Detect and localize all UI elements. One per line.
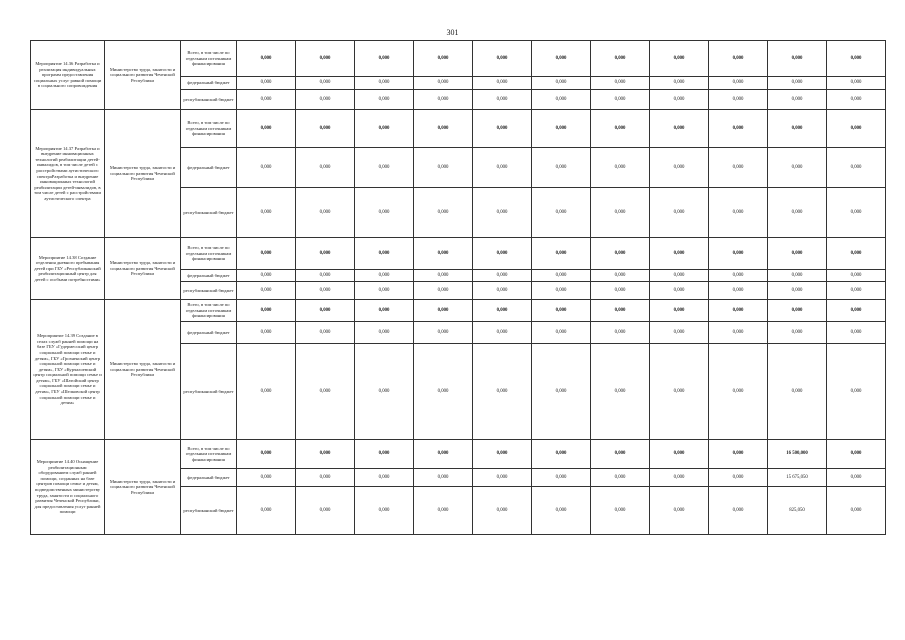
value-cell: 0,000: [237, 487, 296, 535]
value-cell: 0,000: [591, 300, 650, 322]
value-cell: 0,000: [591, 487, 650, 535]
value-cell: 0,000: [591, 282, 650, 300]
value-cell: 0,000: [709, 90, 768, 110]
table-row: [31, 41, 886, 77]
value-cell: 0,000: [768, 282, 827, 300]
value-cell: 0,000: [355, 90, 414, 110]
value-cell: 0,000: [650, 110, 709, 148]
value-cell: 0,000: [296, 90, 355, 110]
value-cell: 0,000: [473, 188, 532, 238]
funding-source: Всего, в том числе по отдельным источникам финансирования: [181, 300, 237, 322]
funding-source: федеральный бюджет: [181, 270, 237, 282]
value-cell: 0,000: [650, 440, 709, 469]
value-cell: 0,000: [827, 148, 886, 188]
value-cell: 0,000: [650, 322, 709, 344]
value-cell: 0,000: [414, 41, 473, 77]
funding-source: федеральный бюджет: [181, 469, 237, 487]
value-cell: 0,000: [768, 238, 827, 270]
value-cell: 0,000: [650, 469, 709, 487]
value-cell: 0,000: [296, 282, 355, 300]
value-cell: 0,000: [237, 322, 296, 344]
value-cell: 0,000: [591, 469, 650, 487]
value-cell: 0,000: [237, 148, 296, 188]
value-cell: 0,000: [827, 270, 886, 282]
value-cell: 0,000: [355, 148, 414, 188]
value-cell: 0,000: [532, 322, 591, 344]
value-cell: 0,000: [827, 469, 886, 487]
value-cell: 0,000: [473, 238, 532, 270]
value-cell: 0,000: [768, 41, 827, 77]
value-cell: 0,000: [768, 148, 827, 188]
value-cell: 0,000: [709, 41, 768, 77]
value-cell: 0,000: [532, 148, 591, 188]
value-cell: 0,000: [827, 77, 886, 90]
value-cell: 0,000: [591, 77, 650, 90]
value-cell: 0,000: [827, 90, 886, 110]
value-cell: 0,000: [355, 440, 414, 469]
value-cell: 0,000: [827, 300, 886, 322]
value-cell: 0,000: [355, 344, 414, 440]
value-cell: 0,000: [296, 41, 355, 77]
value-cell: 15 675,050: [768, 469, 827, 487]
executor-name: Министерство труда, занятости и социального развития Чеченской Республики: [105, 238, 181, 300]
value-cell: 0,000: [768, 188, 827, 238]
value-cell: 0,000: [414, 238, 473, 270]
table-row: [31, 238, 886, 270]
value-cell: 0,000: [532, 487, 591, 535]
executor-name: Министерство труда, занятости и социального развития Чеченской Республики: [105, 300, 181, 440]
value-cell: 0,000: [414, 77, 473, 90]
value-cell: 0,000: [709, 282, 768, 300]
value-cell: 0,000: [709, 110, 768, 148]
value-cell: 0,000: [355, 77, 414, 90]
value-cell: 0,000: [237, 344, 296, 440]
value-cell: 0,000: [532, 41, 591, 77]
value-cell: 0,000: [591, 270, 650, 282]
value-cell: 0,000: [532, 90, 591, 110]
value-cell: 0,000: [296, 300, 355, 322]
value-cell: 0,000: [768, 344, 827, 440]
value-cell: 0,000: [650, 238, 709, 270]
value-cell: 16 500,000: [768, 440, 827, 469]
value-cell: 0,000: [650, 270, 709, 282]
value-cell: 0,000: [709, 344, 768, 440]
value-cell: 0,000: [237, 110, 296, 148]
value-cell: 0,000: [591, 90, 650, 110]
funding-source: Всего, в том числе по отдельным источникам финансирования: [181, 41, 237, 77]
value-cell: 0,000: [650, 188, 709, 238]
value-cell: 0,000: [414, 344, 473, 440]
value-cell: 0,000: [650, 344, 709, 440]
value-cell: 0,000: [296, 440, 355, 469]
value-cell: 0,000: [768, 270, 827, 282]
value-cell: 0,000: [532, 238, 591, 270]
value-cell: 0,000: [414, 440, 473, 469]
value-cell: 0,000: [237, 440, 296, 469]
value-cell: 0,000: [414, 487, 473, 535]
value-cell: 0,000: [473, 300, 532, 322]
value-cell: 0,000: [827, 322, 886, 344]
value-cell: 0,000: [650, 90, 709, 110]
value-cell: 0,000: [237, 238, 296, 270]
value-cell: 0,000: [827, 344, 886, 440]
value-cell: 0,000: [414, 469, 473, 487]
value-cell: 0,000: [709, 440, 768, 469]
value-cell: 825,050: [768, 487, 827, 535]
table-row: [31, 440, 886, 469]
value-cell: 0,000: [237, 270, 296, 282]
value-cell: 0,000: [591, 238, 650, 270]
value-cell: 0,000: [591, 344, 650, 440]
value-cell: 0,000: [355, 322, 414, 344]
funding-source: Всего, в том числе по отдельным источникам финансирования: [181, 238, 237, 270]
value-cell: 0,000: [237, 282, 296, 300]
value-cell: 0,000: [237, 77, 296, 90]
funding-source: республиканский бюджет: [181, 487, 237, 535]
value-cell: 0,000: [532, 469, 591, 487]
value-cell: 0,000: [532, 282, 591, 300]
value-cell: 0,000: [414, 148, 473, 188]
value-cell: 0,000: [473, 148, 532, 188]
value-cell: 0,000: [296, 322, 355, 344]
value-cell: 0,000: [768, 110, 827, 148]
value-cell: 0,000: [473, 344, 532, 440]
table-row: [31, 110, 886, 148]
value-cell: 0,000: [532, 300, 591, 322]
value-cell: 0,000: [709, 300, 768, 322]
value-cell: 0,000: [296, 148, 355, 188]
table-row: [31, 300, 886, 322]
value-cell: 0,000: [296, 238, 355, 270]
page-number: 301: [446, 28, 459, 37]
value-cell: 0,000: [355, 469, 414, 487]
value-cell: 0,000: [827, 110, 886, 148]
executor-name: Министерство труда, занятости и социального развития Чеченской Республики: [105, 440, 181, 535]
value-cell: 0,000: [473, 440, 532, 469]
value-cell: 0,000: [296, 270, 355, 282]
measure-name: Мероприятие 14.37 Разработка и внедрение инновационных технологий реабилитации детей-инвалидов, в том числе детей с расстройствами аутистического спектраРазработка и внедрение инновационных технологий реабилитации детей-инвалидов, в том числе детей с расстройствами аутистического спектра: [31, 110, 105, 238]
value-cell: 0,000: [237, 188, 296, 238]
value-cell: 0,000: [532, 440, 591, 469]
value-cell: 0,000: [296, 77, 355, 90]
funding-source: республиканский бюджет: [181, 188, 237, 238]
funding-source: республиканский бюджет: [181, 344, 237, 440]
value-cell: 0,000: [237, 41, 296, 77]
value-cell: 0,000: [296, 110, 355, 148]
value-cell: 0,000: [296, 487, 355, 535]
value-cell: 0,000: [414, 270, 473, 282]
value-cell: 0,000: [473, 110, 532, 148]
measure-name: Мероприятие 14.40 Оснащение реабилитационным оборудованием служб ранней помощи, созданных на базе центров помощи семье и детям, подведомственных министерству труда, занятости и социального развития Чеченской Республики, для предоставления услуг ранней помощи: [31, 440, 105, 535]
measure-name: Мероприятие 14.36 Разработка и реализация индивидуальных программ предоставления социальных услуг равной помощи в социального сопровождения: [31, 41, 105, 110]
value-cell: 0,000: [532, 188, 591, 238]
value-cell: 0,000: [355, 188, 414, 238]
value-cell: 0,000: [296, 188, 355, 238]
value-cell: 0,000: [473, 469, 532, 487]
value-cell: 0,000: [532, 110, 591, 148]
value-cell: 0,000: [414, 322, 473, 344]
value-cell: 0,000: [473, 282, 532, 300]
value-cell: 0,000: [827, 41, 886, 77]
value-cell: 0,000: [709, 322, 768, 344]
funding-source: федеральный бюджет: [181, 77, 237, 90]
value-cell: 0,000: [768, 322, 827, 344]
value-cell: 0,000: [473, 487, 532, 535]
value-cell: 0,000: [709, 469, 768, 487]
funding-source: Всего, в том числе по отдельным источникам финансирования: [181, 110, 237, 148]
funding-source: республиканский бюджет: [181, 282, 237, 300]
value-cell: 0,000: [473, 90, 532, 110]
value-cell: 0,000: [650, 41, 709, 77]
value-cell: 0,000: [827, 238, 886, 270]
value-cell: 0,000: [650, 300, 709, 322]
value-cell: 0,000: [827, 440, 886, 469]
funding-source: федеральный бюджет: [181, 148, 237, 188]
value-cell: 0,000: [414, 282, 473, 300]
budget-table: [30, 40, 886, 535]
value-cell: 0,000: [827, 282, 886, 300]
value-cell: 0,000: [355, 487, 414, 535]
value-cell: 0,000: [709, 487, 768, 535]
value-cell: 0,000: [473, 41, 532, 77]
value-cell: 0,000: [650, 282, 709, 300]
value-cell: 0,000: [709, 148, 768, 188]
value-cell: 0,000: [296, 469, 355, 487]
value-cell: 0,000: [473, 77, 532, 90]
value-cell: 0,000: [768, 300, 827, 322]
value-cell: 0,000: [532, 344, 591, 440]
funding-source: федеральный бюджет: [181, 322, 237, 344]
executor-name: Министерство труда, занятости и социального развития Чеченской Республики: [105, 41, 181, 110]
measure-name: Мероприятие 14.39 Создание в селах служб ранней помощи на базе ГБУ «Гудермесский центр социальной помощи семье и детям», ГБУ «Грозненский центр социальной помощи семье и детям», ГБУ «Курчалоевский центр социальной помощи семье и детям», ГБУ «Шатойский центр социальной помощи семье и детям», ГБУ «Шелковской центр социальной помощи семье и детям»: [31, 300, 105, 440]
value-cell: 0,000: [237, 300, 296, 322]
value-cell: 0,000: [473, 322, 532, 344]
value-cell: 0,000: [709, 77, 768, 90]
value-cell: 0,000: [591, 110, 650, 148]
value-cell: 0,000: [355, 300, 414, 322]
value-cell: 0,000: [414, 300, 473, 322]
value-cell: 0,000: [355, 270, 414, 282]
value-cell: 0,000: [650, 77, 709, 90]
value-cell: 0,000: [355, 110, 414, 148]
value-cell: 0,000: [414, 90, 473, 110]
value-cell: 0,000: [591, 188, 650, 238]
value-cell: 0,000: [355, 41, 414, 77]
value-cell: 0,000: [591, 41, 650, 77]
value-cell: 0,000: [591, 322, 650, 344]
value-cell: 0,000: [532, 77, 591, 90]
executor-name: Министерство труда, занятости и социального развития Чеченской Республики: [105, 110, 181, 238]
value-cell: 0,000: [355, 238, 414, 270]
value-cell: 0,000: [296, 344, 355, 440]
funding-source: республиканский бюджет: [181, 90, 237, 110]
value-cell: 0,000: [827, 487, 886, 535]
value-cell: 0,000: [591, 440, 650, 469]
value-cell: 0,000: [650, 487, 709, 535]
value-cell: 0,000: [355, 282, 414, 300]
value-cell: 0,000: [237, 90, 296, 110]
value-cell: 0,000: [473, 270, 532, 282]
value-cell: 0,000: [709, 188, 768, 238]
value-cell: 0,000: [414, 110, 473, 148]
measure-name: Мероприятие 14.38 Создание отделения дневного пребывания детей при ГБУ «Республиканский реабилитационный центр для детей с особыми потребностями»: [31, 238, 105, 300]
value-cell: 0,000: [709, 238, 768, 270]
value-cell: 0,000: [237, 469, 296, 487]
value-cell: 0,000: [768, 77, 827, 90]
value-cell: 0,000: [768, 90, 827, 110]
funding-source: Всего, в том числе по отдельным источникам финансирования: [181, 440, 237, 469]
value-cell: 0,000: [650, 148, 709, 188]
value-cell: 0,000: [827, 188, 886, 238]
value-cell: 0,000: [709, 270, 768, 282]
value-cell: 0,000: [414, 188, 473, 238]
value-cell: 0,000: [591, 148, 650, 188]
value-cell: 0,000: [532, 270, 591, 282]
